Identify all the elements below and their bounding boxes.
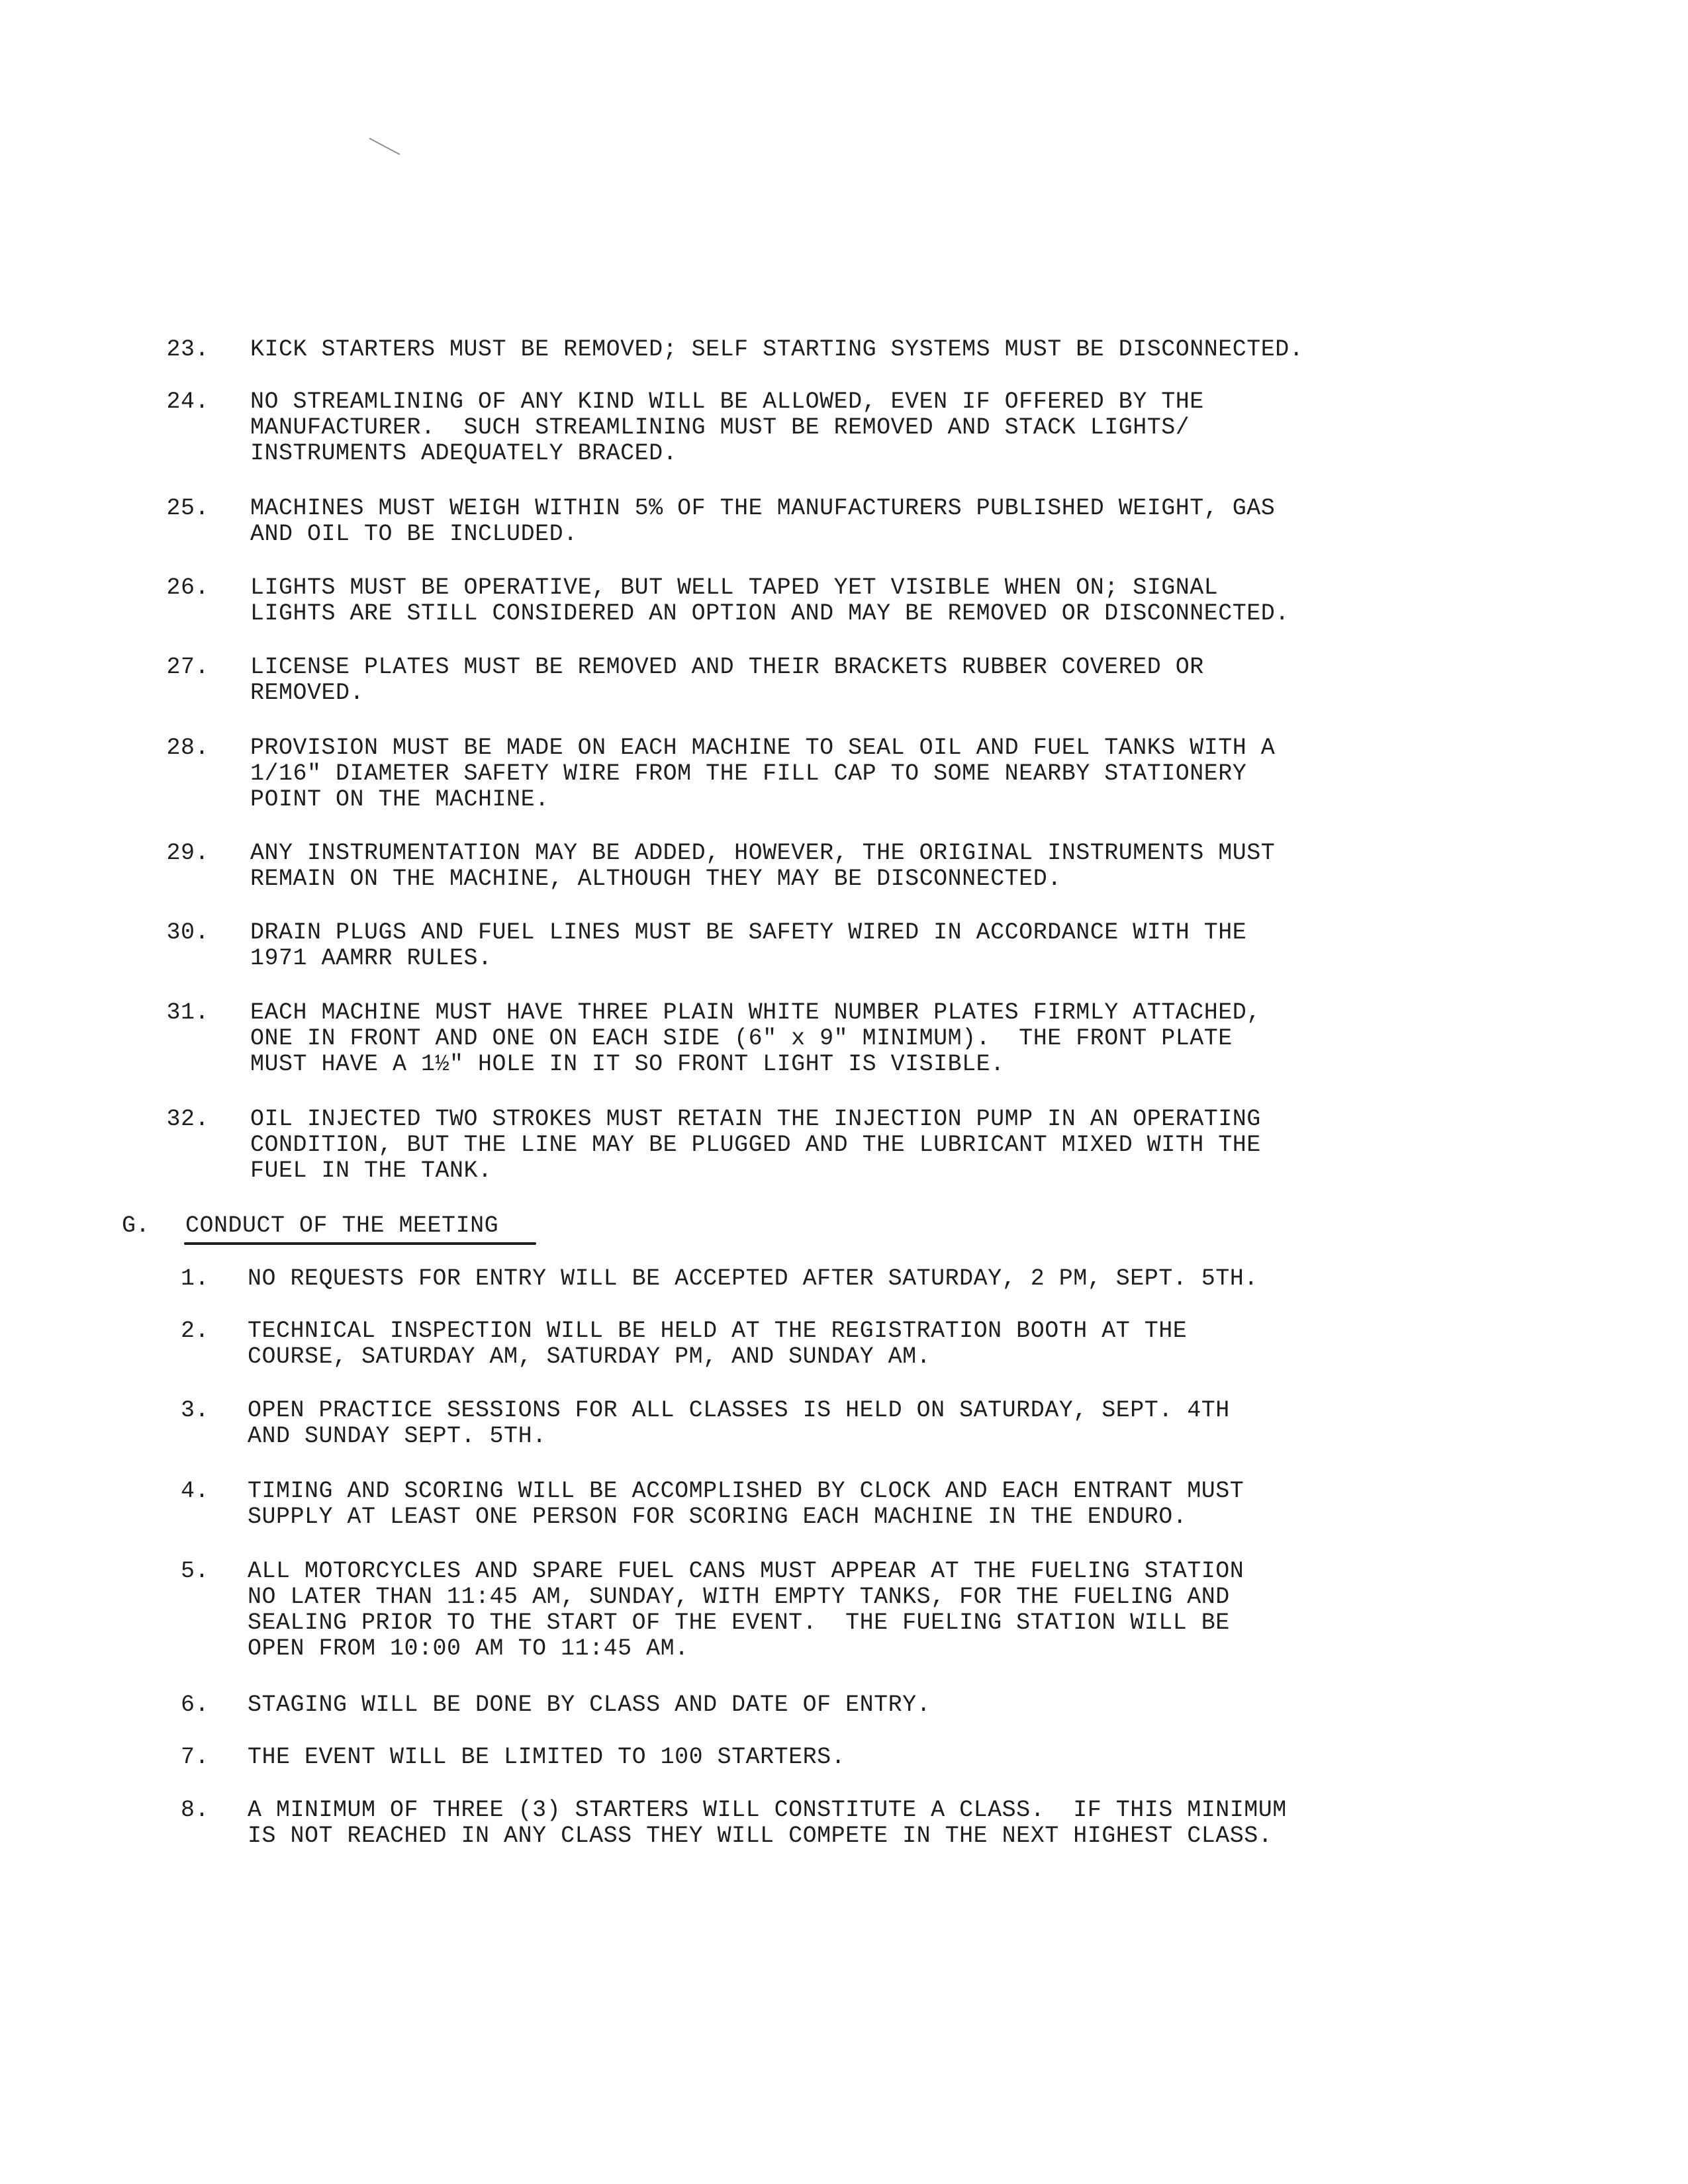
rule-text-line: 1/16" DIAMETER SAFETY WIRE FROM THE FILL CAP TO SOME NEARBY STATIONERY xyxy=(250,760,1247,787)
section-letter: G . xyxy=(122,1212,150,1239)
rule-text-line: AND OIL TO BE INCLUDED. xyxy=(250,521,578,547)
rule-text-line: OIL INJECTED TWO STROKES MUST RETAIN THE INJECTION PUMP IN AN OPERATING xyxy=(250,1106,1261,1132)
item-number: 7 . xyxy=(165,1744,209,1770)
rule-text-line: POINT ON THE MACHINE. xyxy=(250,786,549,813)
rule-number: 26 . xyxy=(165,574,209,601)
item-number: 3 . xyxy=(165,1397,209,1424)
rule-number: 27 . xyxy=(165,654,209,680)
rule-number: 29 . xyxy=(165,840,209,866)
rule-number: 31 . xyxy=(165,999,209,1026)
stray-pen-mark xyxy=(369,138,400,155)
rule-number: 30 . xyxy=(165,919,209,946)
rule-text-line: 1971 AAMRR RULES. xyxy=(250,945,492,972)
item-text-line: AND SUNDAY SEPT. 5TH. xyxy=(248,1423,547,1449)
rule-text-line: FUEL IN THE TANK. xyxy=(250,1158,492,1184)
rule-text-line: DRAIN PLUGS AND FUEL LINES MUST BE SAFETY WIRED IN ACCORDANCE WITH THE xyxy=(250,919,1247,946)
rule-text-line: INSTRUMENTS ADEQUATELY BRACED. xyxy=(250,440,678,467)
rule-number: 23 . xyxy=(165,336,209,363)
item-text-line: SEALING PRIOR TO THE START OF THE EVENT. THE FUELING STATION WILL BE xyxy=(248,1610,1230,1636)
item-text-line: OPEN FROM 10:00 AM TO 11:45 AM. xyxy=(248,1635,689,1662)
rule-text-line: NO STREAMLINING OF ANY KIND WILL BE ALLOWED, EVEN IF OFFERED BY THE xyxy=(250,388,1204,415)
rule-text-line: KICK STARTERS MUST BE REMOVED; SELF STARTING SYSTEMS MUST BE DISCONNECTED. xyxy=(250,336,1304,363)
item-text-line: TIMING AND SCORING WILL BE ACCOMPLISHED BY CLOCK AND EACH ENTRANT MUST xyxy=(248,1478,1244,1504)
rule-text-line: MUST HAVE A 1½" HOLE IN IT SO FRONT LIGHT IS VISIBLE. xyxy=(250,1051,1005,1077)
rule-text-line: PROVISION MUST BE MADE ON EACH MACHINE TO SEAL OIL AND FUEL TANKS WITH A xyxy=(250,735,1276,761)
rule-text-line: MACHINES MUST WEIGH WITHIN 5% OF THE MANUFACTURERS PUBLISHED WEIGHT, GAS xyxy=(250,495,1276,522)
item-number: 2 . xyxy=(165,1318,209,1344)
item-number: 4 . xyxy=(165,1478,209,1504)
item-number: 8 . xyxy=(165,1797,209,1823)
item-number: 1 . xyxy=(165,1265,209,1292)
rule-text-line: ANY INSTRUMENTATION MAY BE ADDED, HOWEVER, THE ORIGINAL INSTRUMENTS MUST xyxy=(250,840,1276,866)
item-text-line: COURSE, SATURDAY AM, SATURDAY PM, AND SUNDAY AM. xyxy=(248,1343,931,1370)
rule-number: 32 . xyxy=(165,1106,209,1132)
rule-text-line: CONDITION, BUT THE LINE MAY BE PLUGGED AND THE LUBRICANT MIXED WITH THE xyxy=(250,1132,1261,1158)
item-text-line: OPEN PRACTICE SESSIONS FOR ALL CLASSES IS HELD ON SATURDAY, SEPT. 4TH xyxy=(248,1397,1230,1424)
rule-text-line: MANUFACTURER. SUCH STREAMLINING MUST BE REMOVED AND STACK LIGHTS/ xyxy=(250,414,1190,441)
item-text-line: IS NOT REACHED IN ANY CLASS THEY WILL COMPETE IN THE NEXT HIGHEST CLASS. xyxy=(248,1823,1273,1849)
item-number: 6 . xyxy=(165,1692,209,1718)
rule-text-line: LIGHTS ARE STILL CONSIDERED AN OPTION AND MAY BE REMOVED OR DISCONNECTED. xyxy=(250,600,1289,627)
item-text-line: SUPPLY AT LEAST ONE PERSON FOR SCORING EACH MACHINE IN THE ENDURO. xyxy=(248,1504,1188,1530)
section-title: CONDUCT OF THE MEETING xyxy=(185,1212,499,1239)
rule-text-line: ONE IN FRONT AND ONE ON EACH SIDE (6" x 9" MINIMUM). THE FRONT PLATE xyxy=(250,1025,1233,1052)
item-text-line: NO LATER THAN 11:45 AM, SUNDAY, WITH EMPTY TANKS, FOR THE FUELING AND xyxy=(248,1584,1230,1610)
item-text-line: THE EVENT WILL BE LIMITED TO 100 STARTERS. xyxy=(248,1744,846,1770)
rule-number: 25 . xyxy=(165,495,209,522)
item-text-line: ALL MOTORCYCLES AND SPARE FUEL CANS MUST APPEAR AT THE FUELING STATION xyxy=(248,1558,1244,1584)
rule-text-line: REMOVED. xyxy=(250,680,365,706)
rule-text-line: LICENSE PLATES MUST BE REMOVED AND THEIR BRACKETS RUBBER COVERED OR xyxy=(250,654,1204,680)
rule-number: 24 . xyxy=(165,388,209,415)
rule-text-line: REMAIN ON THE MACHINE, ALTHOUGH THEY MAY BE DISCONNECTED. xyxy=(250,866,1062,892)
rule-text-line: LIGHTS MUST BE OPERATIVE, BUT WELL TAPED YET VISIBLE WHEN ON; SIGNAL xyxy=(250,574,1219,601)
section-title-underline xyxy=(184,1242,536,1245)
rule-text-line: EACH MACHINE MUST HAVE THREE PLAIN WHITE NUMBER PLATES FIRMLY ATTACHED, xyxy=(250,999,1261,1026)
item-text-line: STAGING WILL BE DONE BY CLASS AND DATE OF ENTRY. xyxy=(248,1692,931,1718)
item-text-line: TECHNICAL INSPECTION WILL BE HELD AT THE REGISTRATION BOOTH AT THE xyxy=(248,1318,1188,1344)
item-number: 5 . xyxy=(165,1558,209,1584)
rule-number: 28 . xyxy=(165,735,209,761)
item-text-line: A MINIMUM OF THREE (3) STARTERS WILL CONSTITUTE A CLASS. IF THIS MINIMUM xyxy=(248,1797,1287,1823)
item-text-line: NO REQUESTS FOR ENTRY WILL BE ACCEPTED AFTER SATURDAY, 2 PM, SEPT. 5TH. xyxy=(248,1265,1258,1292)
